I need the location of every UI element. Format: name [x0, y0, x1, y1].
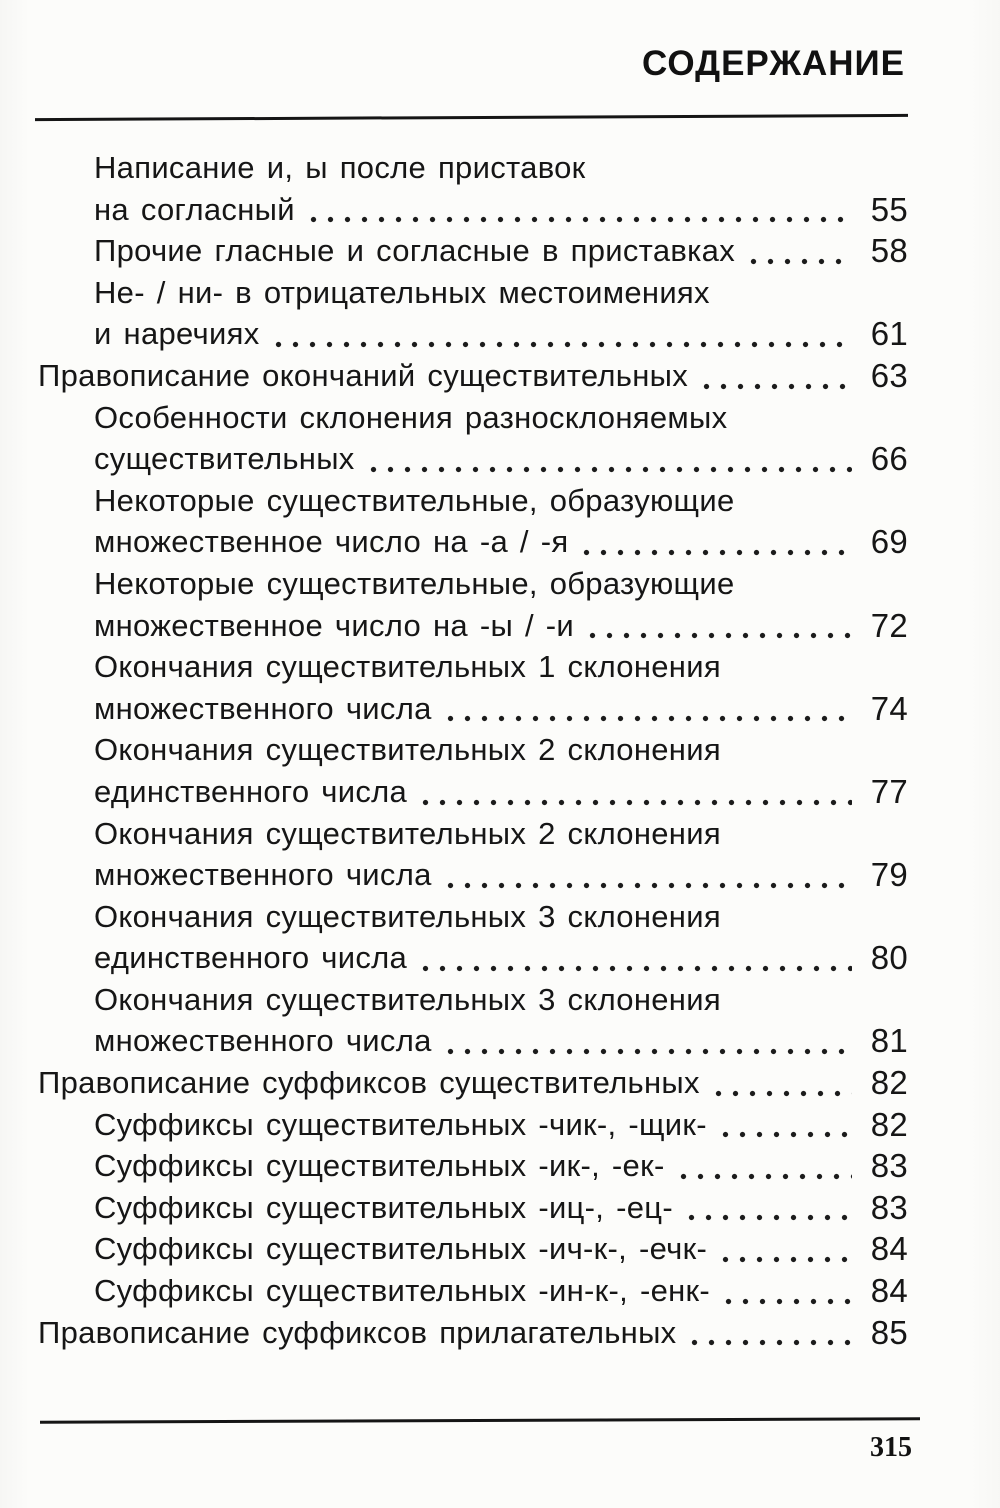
dot-leader [413, 771, 852, 813]
toc-entry-line [38, 605, 908, 647]
toc-entry-line [38, 937, 908, 979]
toc-entry-line [38, 1270, 908, 1312]
dot-leader [679, 1187, 852, 1229]
dot-leader [438, 1020, 852, 1062]
toc-entry [38, 1312, 908, 1354]
toc-page-number: 63 [870, 356, 908, 394]
toc-page-number: 83 [870, 1188, 908, 1226]
toc-entry-text: Правописание суффиксов прилагательных [38, 1314, 677, 1350]
toc-entry [38, 1145, 908, 1187]
dot-leader [413, 937, 852, 979]
toc-entry [38, 272, 908, 355]
toc-entry-line [38, 438, 908, 480]
toc-entry-line [38, 1020, 908, 1062]
toc-entry-line [38, 729, 908, 771]
toc-entry-line [38, 521, 908, 563]
toc-entry [38, 230, 908, 272]
toc-entry-text: множественное число на -ы / -и [94, 607, 575, 643]
toc-entry [38, 896, 908, 979]
folio-page-number: 315 [870, 1432, 912, 1463]
toc-entry-text: Окончания существительных 1 склонения [94, 649, 721, 685]
toc-entry [38, 1228, 908, 1270]
toc-entry-text: и наречиях [94, 316, 260, 352]
toc-entry-text: Суффиксы существительных -ик-, -ек- [94, 1148, 665, 1184]
toc-entry-line [38, 771, 908, 813]
toc-entry [38, 355, 908, 397]
toc-entry-text: Суффиксы существительных -иц-, -ец- [94, 1189, 673, 1225]
toc-entry-line [38, 272, 908, 314]
toc-page-number: 61 [870, 315, 908, 353]
toc-entry [38, 646, 908, 729]
toc-entry-line [38, 480, 908, 522]
dot-leader [682, 1312, 852, 1354]
toc-entry-line [38, 147, 908, 189]
dot-leader [716, 1270, 852, 1312]
toc-entry-line [38, 1062, 908, 1104]
toc-entry [38, 1062, 908, 1104]
dot-leader [438, 688, 852, 730]
toc-entry-text: множественного числа [94, 857, 432, 893]
toc-entry-line [38, 646, 908, 688]
toc-page-number: 84 [870, 1230, 908, 1268]
toc-entry-line [38, 896, 908, 938]
toc-entry-text: множественное число на -а / -я [94, 524, 569, 560]
dot-leader [266, 313, 853, 355]
dot-leader [741, 230, 852, 272]
toc-entry [38, 813, 908, 896]
toc-entry-line [38, 1312, 908, 1354]
toc-page-number: 83 [870, 1147, 908, 1185]
toc-entry [38, 1104, 908, 1146]
toc-entry-text: Окончания существительных 2 склонения [94, 732, 721, 768]
toc-entry [38, 1270, 908, 1312]
dot-leader [713, 1228, 852, 1270]
toc-entry-text: Окончания существительных 2 склонения [94, 815, 721, 851]
toc-entry-text: Окончания существительных 3 склонения [94, 981, 721, 1017]
toc-entry-line [38, 1104, 908, 1146]
toc-entry-text: Прочие гласные и согласные в приставках [94, 233, 736, 269]
page-title: СОДЕРЖАНИЕ [641, 44, 905, 83]
toc-entry-line [38, 1187, 908, 1229]
toc-entry-text: множественного числа [94, 690, 432, 726]
toc-entry-text: Суффиксы существительных -чик-, -щик- [94, 1106, 707, 1142]
toc-page-number: 82 [870, 1105, 908, 1143]
toc-entry-text: множественного числа [94, 1023, 432, 1059]
toc-page-number: 82 [870, 1064, 908, 1102]
toc-entry-line [38, 397, 908, 439]
dot-leader [361, 438, 852, 480]
toc-entry [38, 1187, 908, 1229]
dot-leader [438, 854, 852, 896]
toc-entry-text: единственного числа [94, 773, 408, 809]
bottom-rule [40, 1417, 920, 1423]
dot-leader [671, 1145, 852, 1187]
toc-entry-text: Не- / ни- в отрицательных местоимениях [94, 274, 710, 310]
toc-entry-line [38, 189, 908, 231]
toc-entry-line [38, 979, 908, 1021]
dot-leader [706, 1062, 852, 1104]
toc-entry [38, 480, 908, 563]
toc-page-number: 85 [870, 1313, 908, 1351]
toc-page-number: 55 [870, 190, 908, 228]
toc-entry-text: Некоторые существительные, образующие [94, 482, 735, 518]
toc-page-number: 69 [870, 523, 908, 561]
toc-page-number: 79 [870, 856, 908, 894]
toc-page-number: 80 [870, 939, 908, 977]
toc-entry-line [38, 688, 908, 730]
toc-entry [38, 563, 908, 646]
toc-entry-text: Окончания существительных 3 склонения [94, 898, 721, 934]
toc-entry-text: Некоторые существительные, образующие [94, 565, 735, 601]
toc-page-number: 84 [870, 1272, 908, 1310]
toc-entry-line [38, 813, 908, 855]
toc-entry [38, 979, 908, 1062]
toc-entry-text: Правописание суффиксов существительных [38, 1065, 700, 1101]
table-of-contents [0, 147, 1000, 1353]
toc-entry-line [38, 563, 908, 605]
toc-page-number: 77 [870, 772, 908, 810]
toc-entry-text: Правописание окончаний существительных [38, 357, 689, 393]
toc-entry [38, 147, 908, 230]
toc-page-number: 58 [870, 232, 908, 270]
toc-entry-text: Суффиксы существительных -ич-к-, -ечк- [94, 1231, 708, 1267]
toc-entry-line [38, 854, 908, 896]
top-rule [35, 114, 908, 121]
toc-page-number: 81 [870, 1022, 908, 1060]
toc-entry-line [38, 355, 908, 397]
dot-leader [301, 189, 852, 231]
toc-entry-line [38, 313, 908, 355]
toc-entry-text: Особенности склонения разносклоняемых [94, 399, 728, 435]
toc-page-number: 74 [870, 689, 908, 727]
toc-entry-text: существительных [94, 441, 355, 477]
dot-leader [574, 521, 852, 563]
dot-leader [694, 355, 852, 397]
toc-page-number: 72 [870, 606, 908, 644]
toc-page-number: 66 [870, 440, 908, 478]
toc-entry-line [38, 230, 908, 272]
toc-entry-line [38, 1228, 908, 1270]
toc-entry-text: Суффиксы существительных -ин-к-, -енк- [94, 1273, 711, 1309]
toc-entry [38, 397, 908, 480]
toc-entry-text: Написание и, ы после приставок [94, 150, 586, 185]
dot-leader [713, 1104, 852, 1146]
toc-entry-line [38, 1145, 908, 1187]
toc-entry [38, 729, 908, 812]
dot-leader [580, 605, 852, 647]
toc-entry-text: единственного числа [94, 940, 408, 976]
toc-entry-text: на согласный [94, 191, 295, 227]
